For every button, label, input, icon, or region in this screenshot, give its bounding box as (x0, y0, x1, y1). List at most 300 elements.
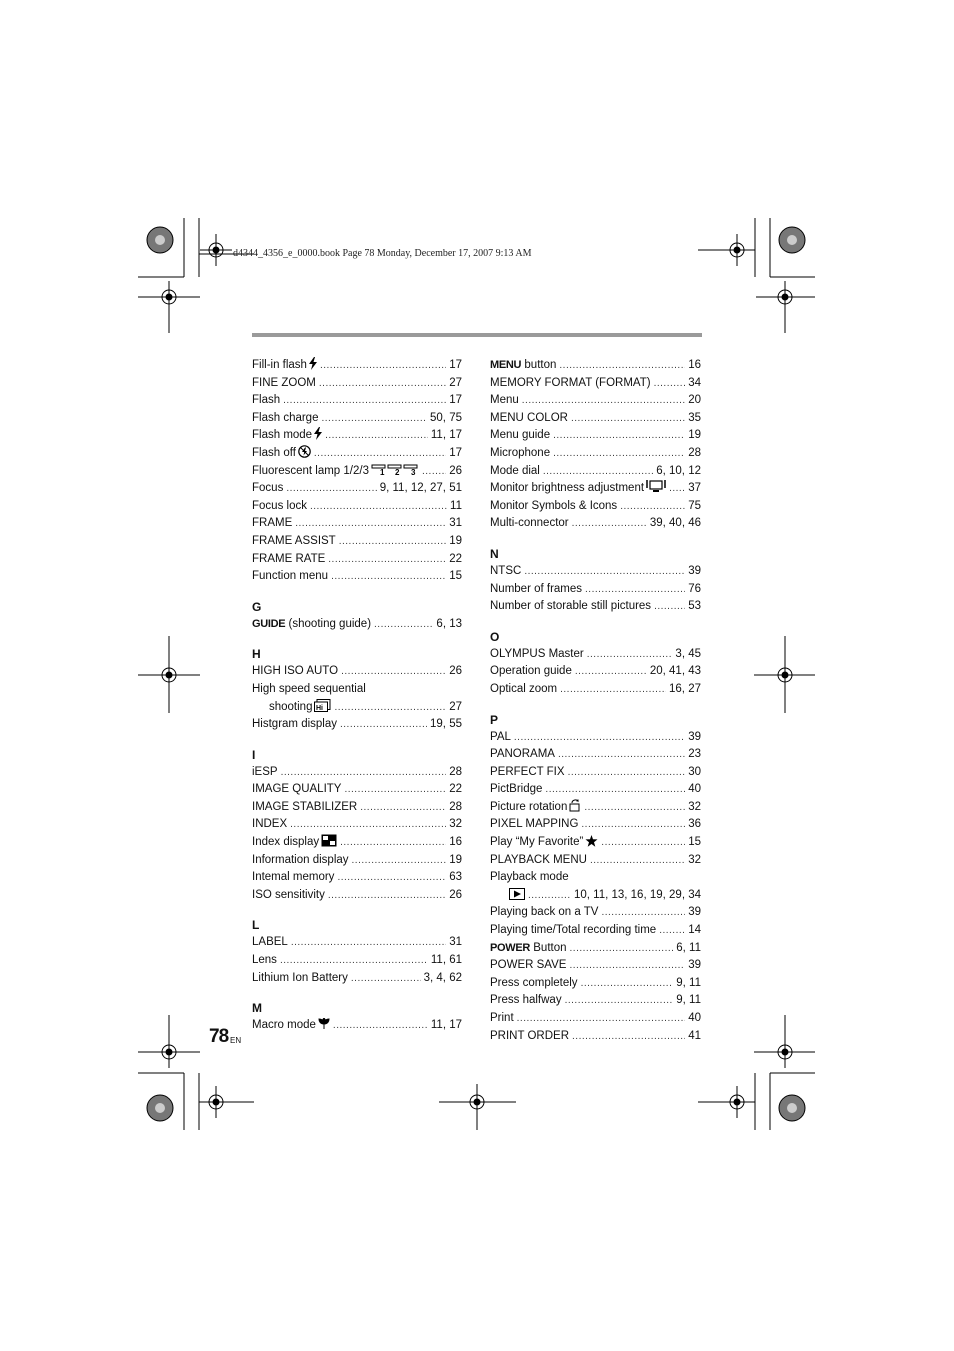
leader-dots (669, 480, 685, 498)
leader-dots (572, 1028, 685, 1046)
index-entry (490, 940, 701, 958)
index-term (490, 992, 562, 1010)
leader-dots (351, 970, 421, 988)
index-term-text: Playing back on a TV (490, 906, 599, 919)
index-term-text: Mode dial (490, 464, 540, 477)
index-term-text: Play “My Favorite” (490, 836, 584, 849)
leader-dots (422, 463, 446, 481)
index-term-text: HIGH ISO AUTO (252, 665, 339, 678)
leader-dots (328, 551, 446, 569)
page-refs: 17 (449, 394, 462, 407)
index-term (252, 568, 328, 586)
index-term-text: Menu guide (490, 429, 551, 442)
index-term-text: Flash off (252, 446, 296, 459)
index-term-text: PERFECT FIX (490, 765, 565, 778)
page-number: 78 (209, 1026, 229, 1047)
leader-dots (340, 834, 446, 852)
index-term (490, 515, 569, 533)
index-entry (252, 616, 462, 634)
index-entry (490, 480, 701, 498)
index-entry (252, 410, 462, 428)
index-term-text: Playing time/Total recording time (490, 924, 657, 937)
index-term (252, 515, 292, 533)
index-term-text: FRAME ASSIST (252, 534, 336, 547)
index-term-text: Monitor Symbols & Icons (490, 499, 618, 512)
index-term-text: Monitor brightness adjustment (490, 482, 645, 495)
index-entry (490, 992, 701, 1010)
section-letter-i: I (252, 747, 256, 762)
index-term-text: High speed sequential (252, 682, 366, 695)
index-entry (490, 746, 701, 764)
leader-dots (374, 616, 433, 634)
leader-dots (524, 563, 685, 581)
page-refs: 76 (688, 582, 701, 595)
index-term (252, 781, 341, 799)
leader-dots (325, 427, 428, 445)
index-term (490, 427, 550, 445)
leader-dots (559, 357, 685, 375)
index-term (490, 922, 656, 940)
page-refs: 23 (688, 748, 701, 761)
index-entry (490, 375, 701, 393)
leader-dots (344, 781, 446, 799)
index-entry (490, 515, 701, 533)
page-refs: 40 (688, 783, 701, 796)
page-refs: 28 (449, 800, 462, 813)
index-term-text: FRAME RATE (252, 552, 326, 565)
section-letter-n: N (490, 546, 499, 561)
leader-dots (553, 445, 685, 463)
page-refs: 34 (688, 376, 701, 389)
index-term (252, 887, 325, 905)
index-entry (490, 410, 701, 428)
index-term-text: Flash mode (252, 429, 313, 442)
leader-dots (291, 934, 446, 952)
page-refs: 19 (449, 853, 462, 866)
index-term-text: Playback mode (490, 871, 569, 884)
leader-dots (319, 375, 446, 393)
leader-dots (572, 515, 647, 533)
page-refs: 32 (688, 853, 701, 866)
index-entry (490, 834, 701, 852)
index-term (252, 663, 338, 681)
index-term (252, 799, 357, 817)
index-term (252, 716, 337, 734)
page-language: EN (230, 1036, 242, 1045)
index-term (490, 663, 572, 681)
macro-icon (318, 1018, 330, 1037)
leader-dots (517, 1010, 686, 1028)
page-refs: 22 (449, 552, 462, 565)
page-refs: 28 (688, 446, 701, 459)
page-refs: 17 (449, 446, 462, 459)
index-term-text: Button (533, 941, 567, 954)
leader-dots (286, 480, 376, 498)
index-term-text: Focus (252, 482, 284, 495)
page-refs: 6, 10, 12 (656, 464, 701, 477)
page-refs: 11, 61 (430, 954, 462, 967)
index-entry (490, 922, 701, 940)
index-term-text: Press halfway (490, 994, 562, 1007)
index-term-text: Microphone (490, 446, 551, 459)
index-entry (252, 498, 462, 516)
index-column-left (252, 357, 462, 1035)
index-term-text: Function menu (252, 570, 329, 583)
leader-dots (558, 746, 685, 764)
page-refs: 16 (449, 836, 462, 849)
page-refs: 32 (688, 800, 701, 813)
index-term-text: Fluorescent lamp 1/2/3 (252, 464, 369, 477)
file-info-header: d4344_4356_e_0000.book Page 78 Monday, December 17, 2007 9:13 AM (233, 248, 532, 259)
index-term-text: MENU COLOR (490, 411, 568, 424)
index-entry (252, 816, 462, 834)
page-refs: 36 (688, 818, 701, 831)
page-refs: 3, 4, 62 (423, 971, 462, 984)
index-entry (252, 781, 462, 799)
leader-dots (331, 568, 446, 586)
leader-dots (570, 940, 674, 958)
index-term-text: LABEL (252, 936, 288, 949)
index-entry (490, 869, 701, 887)
page-refs: 35 (688, 411, 701, 424)
index-term (490, 1010, 514, 1028)
leader-dots (587, 646, 673, 664)
index-entry (490, 392, 701, 410)
svg-text:Hi: Hi (316, 704, 324, 712)
index-term-text: ISO sensitivity (252, 888, 325, 901)
index-term-text: POWER SAVE (490, 959, 567, 972)
index-entry (490, 681, 701, 699)
index-term (252, 480, 283, 498)
index-term-text: Flash charge (252, 411, 319, 424)
index-entry (252, 764, 462, 782)
leader-dots (314, 445, 446, 463)
leader-dots (569, 957, 685, 975)
page-refs: 30 (688, 765, 701, 778)
index-entry (252, 445, 462, 463)
page-refs: 6, 13 (436, 617, 462, 630)
leader-dots (553, 427, 685, 445)
leader-dots (522, 392, 685, 410)
svg-text:2: 2 (394, 467, 400, 476)
index-term-text: Information display (252, 853, 349, 866)
index-term (252, 616, 371, 634)
index-entry (252, 375, 462, 393)
index-term-text: Intemal memory (252, 871, 335, 884)
index-term-text: PRINT ORDER (490, 1029, 570, 1042)
index-term-text: Print (490, 1012, 514, 1024)
index-term (252, 533, 336, 551)
index-term (490, 598, 651, 616)
leader-dots (295, 515, 446, 533)
leader-dots (620, 498, 685, 516)
index-entry (252, 834, 462, 852)
leader-dots (590, 852, 685, 870)
index-entry (490, 1028, 701, 1046)
leader-dots (340, 716, 427, 734)
page-refs: 14 (688, 924, 701, 937)
page-refs: 40 (688, 1012, 701, 1024)
page-refs: 27 (449, 376, 462, 389)
index-entry (490, 852, 701, 870)
page-refs: 31 (449, 517, 462, 530)
index-entry (252, 869, 462, 887)
button-word-label: POWER (490, 941, 531, 954)
leader-dots (352, 852, 447, 870)
index-entry (490, 563, 701, 581)
index-term (490, 940, 567, 958)
leader-dots (585, 581, 685, 599)
leader-dots (360, 799, 446, 817)
index-term-text: Press completely (490, 976, 578, 989)
index-term (252, 934, 288, 952)
leader-dots (560, 681, 666, 699)
page-refs: 39 (688, 564, 701, 577)
index-term (490, 957, 566, 975)
index-term (252, 952, 277, 970)
index-entry (252, 463, 462, 481)
index-term-text: Fill-in flash (252, 359, 307, 371)
leader-dots (281, 764, 447, 782)
index-entry (490, 663, 701, 681)
button-word-label: GUIDE (252, 617, 286, 630)
leader-dots (568, 764, 686, 782)
index-term (252, 410, 318, 428)
leader-dots (575, 663, 647, 681)
index-entry (252, 480, 462, 498)
index-entry (252, 952, 462, 970)
index-entry (490, 1010, 701, 1028)
index-entry (490, 427, 701, 445)
index-entry (490, 887, 701, 905)
page-refs: 9, 11, 12, 27, 51 (379, 482, 462, 495)
index-term-text: MEMORY FORMAT (FORMAT) (490, 376, 651, 389)
index-term-text: Number of frames (490, 582, 583, 595)
page-refs: 3, 45 (675, 647, 701, 660)
page-refs: 27 (449, 700, 462, 713)
index-term-text: Lithium Ion Battery (252, 971, 348, 984)
page-refs: 11, 17 (430, 1019, 462, 1032)
index-term (490, 357, 556, 375)
leader-dots (514, 729, 685, 747)
leader-dots (290, 816, 446, 834)
index-entry (252, 427, 462, 445)
page-refs: 31 (449, 936, 462, 949)
index-entry (252, 568, 462, 586)
leader-dots (571, 410, 685, 428)
leader-dots (341, 663, 446, 681)
index-entry (252, 699, 462, 717)
leader-dots (528, 887, 571, 905)
index-term (490, 498, 617, 516)
index-term-text: button (524, 359, 557, 371)
index-term (490, 852, 587, 870)
index-entry (252, 716, 462, 734)
index-term-text: Flash (252, 394, 281, 407)
index-entry (252, 934, 462, 952)
index-term-text: iESP (252, 765, 278, 778)
index-entry (490, 816, 701, 834)
leader-dots (659, 922, 685, 940)
leader-dots (334, 699, 446, 717)
page-refs: 19 (449, 534, 462, 547)
leader-dots (328, 887, 446, 905)
leader-dots (333, 1017, 428, 1035)
index-term (252, 764, 278, 782)
page-refs: 19 (688, 429, 701, 442)
index-entry (252, 1017, 462, 1035)
index-term-text: Focus lock (252, 499, 307, 512)
page-refs: 39 (688, 730, 701, 743)
index-entry (490, 764, 701, 782)
index-entry (490, 581, 701, 599)
index-entry (252, 799, 462, 817)
index-term (490, 581, 582, 599)
leader-dots (601, 904, 685, 922)
index-term-text: FINE ZOOM (252, 376, 316, 389)
leader-dots (654, 375, 686, 393)
index-term (490, 681, 557, 699)
index-term (490, 463, 540, 481)
index-entry (490, 498, 701, 516)
page-refs: 26 (449, 464, 462, 477)
index-entry (490, 463, 701, 481)
index-term (252, 869, 334, 887)
index-term (252, 498, 307, 516)
index-entry (252, 533, 462, 551)
page-refs: 39 (688, 959, 701, 972)
index-term-text: Number of storable still pictures (490, 600, 652, 613)
section-letter-p: P (490, 712, 499, 727)
page-refs: 17 (449, 359, 462, 371)
index-term (490, 746, 555, 764)
leader-dots (339, 533, 446, 551)
page-refs: 41 (688, 1029, 701, 1042)
index-entry (252, 392, 462, 410)
index-term-text: Lens (252, 954, 277, 967)
svg-text:1: 1 (379, 467, 385, 476)
index-term (490, 781, 542, 799)
index-term (252, 551, 325, 569)
leader-dots (321, 410, 427, 428)
index-term-text: PANORAMA (490, 748, 555, 761)
index-term (252, 816, 287, 834)
leader-dots (280, 952, 428, 970)
page-refs: 20 (688, 394, 701, 407)
index-entry (252, 852, 462, 870)
index-term-text: OLYMPUS Master (490, 647, 584, 660)
leader-dots (601, 834, 685, 852)
section-letter-g: G (252, 599, 262, 614)
index-term (490, 563, 521, 581)
page-refs: 26 (449, 665, 462, 678)
leader-dots (654, 598, 685, 616)
index-term (252, 681, 366, 699)
index-entry (252, 970, 462, 988)
leader-dots (565, 992, 674, 1010)
index-term (252, 392, 280, 410)
index-term-text: Histgram display (252, 718, 337, 731)
index-term-text: FRAME (252, 517, 293, 530)
index-term (490, 869, 569, 887)
index-term-text: Menu (490, 394, 519, 407)
index-term-text: Picture rotation (490, 800, 568, 813)
page-refs: 6, 11 (676, 941, 701, 954)
page-refs: 11 (450, 499, 462, 512)
leader-dots (337, 869, 446, 887)
page-refs: 16, 27 (669, 682, 701, 695)
index-term-text: PLAYBACK MENU (490, 853, 587, 866)
index-term-text: Operation guide (490, 665, 572, 678)
page-refs: 32 (449, 818, 462, 831)
index-term (252, 852, 349, 870)
header-rule (252, 333, 702, 337)
page-refs: 9, 11 (676, 976, 701, 989)
page-refs: 20, 41, 43 (649, 665, 701, 678)
index-term (490, 646, 584, 664)
page-refs: 28 (449, 765, 462, 778)
index-entry (252, 663, 462, 681)
index-entry (490, 357, 701, 375)
index-entry (252, 551, 462, 569)
index-term (252, 970, 348, 988)
index-term-text: NTSC (490, 564, 522, 577)
index-entry (490, 646, 701, 664)
index-term (490, 410, 568, 428)
index-term-text: Optical zoom (490, 682, 558, 695)
index-entry (490, 598, 701, 616)
page-refs: 10, 11, 13, 16, 19, 29, 34 (573, 888, 701, 901)
page-refs: 39 (688, 906, 701, 919)
index-term-text: Macro mode (252, 1019, 316, 1032)
page-refs: 75 (688, 499, 701, 512)
index-term-text: Index display (252, 836, 320, 849)
index-term (490, 816, 578, 834)
index-term-text: INDEX (252, 818, 288, 831)
leader-dots (584, 799, 685, 817)
index-entry (490, 445, 701, 463)
index-term-text: IMAGE STABILIZER (252, 800, 358, 813)
index-entry (252, 515, 462, 533)
leader-dots (545, 781, 685, 799)
page-refs: 16 (688, 359, 701, 371)
leader-dots (310, 498, 447, 516)
page-refs: 53 (688, 600, 701, 613)
section-letter-h: H (252, 647, 261, 662)
index-term (490, 392, 519, 410)
index-term-text: Multi-connector (490, 517, 569, 530)
index-term (490, 975, 578, 993)
index-term (490, 904, 598, 922)
index-term (252, 375, 316, 393)
page-refs: 63 (449, 871, 462, 884)
index-term-text: shooting (269, 700, 313, 713)
index-column-right (490, 357, 701, 1045)
index-term (490, 729, 511, 747)
index-term (490, 1028, 569, 1046)
leader-dots (581, 975, 674, 993)
page-refs: 15 (688, 836, 701, 849)
index-entry (490, 975, 701, 993)
index-entry (252, 887, 462, 905)
page-refs: 39, 40, 46 (649, 517, 701, 530)
index-term (490, 764, 565, 782)
index-entry (490, 781, 701, 799)
page-refs: 11, 17 (430, 429, 462, 442)
svg-text:3: 3 (410, 467, 416, 476)
section-letter-l: L (252, 918, 260, 933)
index-term-text: PictBridge (490, 783, 543, 796)
